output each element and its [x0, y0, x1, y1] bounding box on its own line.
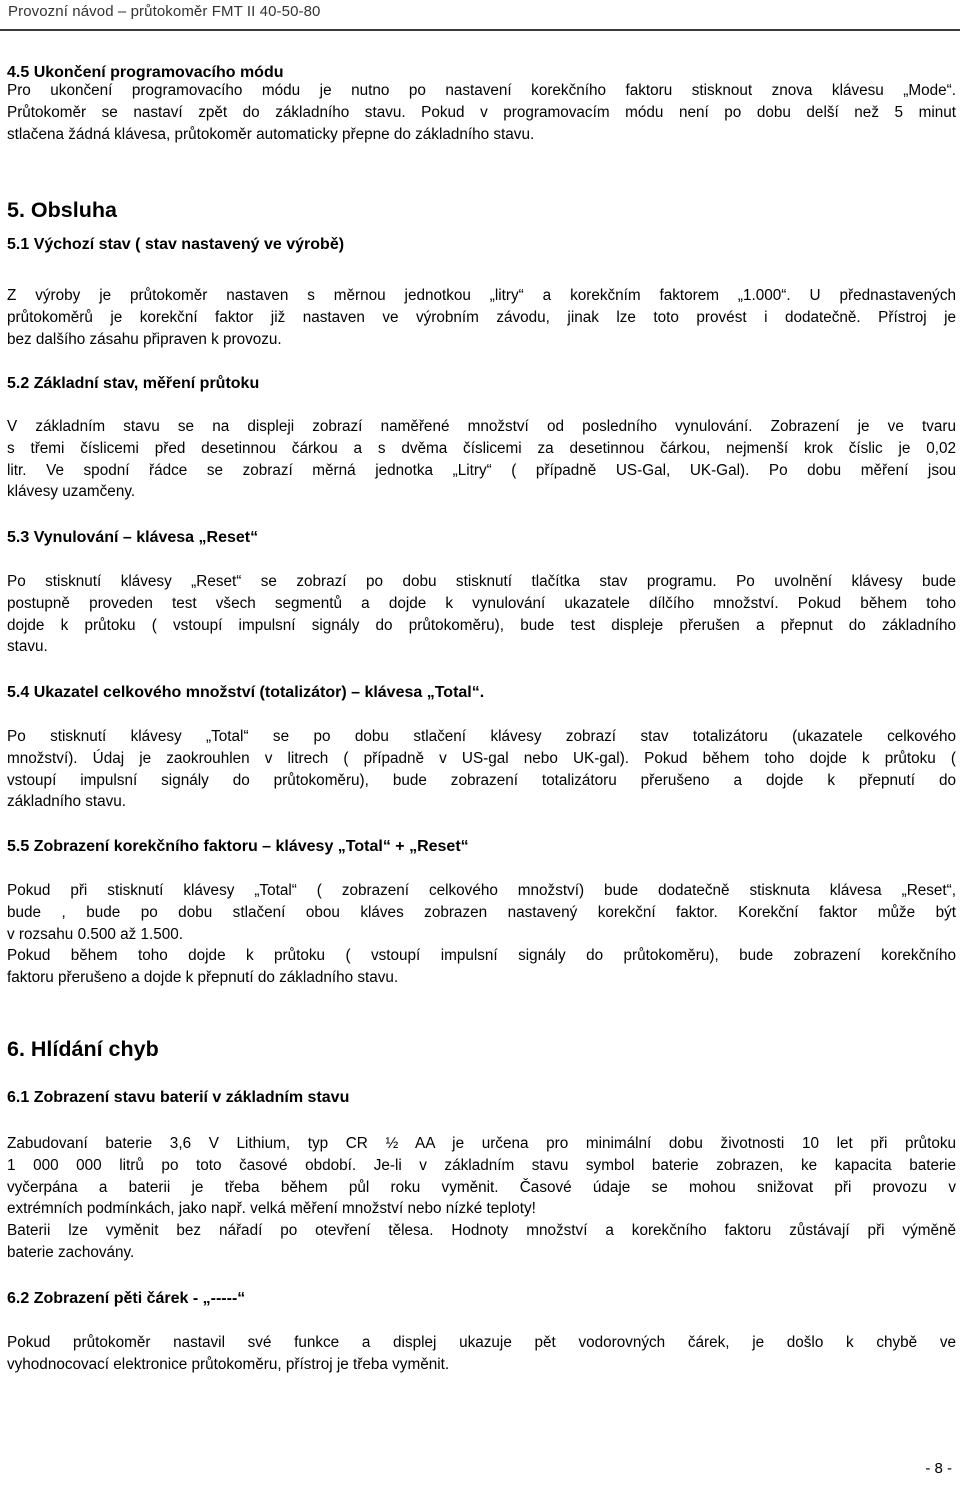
paragraph-5-5 [7, 880, 956, 989]
text-line: Po stisknutí klávesy „Total“ se po dobu stlačení klávesy zobrazí stav totalizátoru (ukazatele celkového [7, 728, 956, 745]
paragraph-5-1 [7, 285, 956, 350]
heading-5-3: 5.3 Vynulování – klávesa „Reset“ [7, 529, 259, 546]
paragraph-5-2 [7, 416, 956, 503]
text-line: Baterii lze vyměnit bez nářadí po otevření tělesa. Hodnoty množství a korekčního faktoru zůstávají při výměně [7, 1222, 956, 1240]
header-divider [0, 29, 960, 31]
heading-6-2: 6.2 Zobrazení pěti čárek - „-----“ [7, 1290, 246, 1307]
text-line: 1 000 000 litrů po toto časové období. Je-li v základním stavu symbol baterie zobrazen, ke kapacita baterie [7, 1156, 956, 1174]
heading-5-5: 5.5 Zobrazení korekčního faktoru – klávesy „Total“ + „Reset“ [7, 838, 469, 855]
text-line: baterie zachovány. [7, 1243, 135, 1261]
header-title: Provozní návod – průtokoměr FMT II 40-50-80 [8, 3, 321, 20]
text-line: průtokoměrů je korekční faktor již nastaven ve výrobním závodu, jinak lze toto provést i dodatečně. Přístroj je [7, 308, 956, 326]
text-line: stlačena žádná klávesa, průtokoměr automaticky přepne do základního stavu. [7, 125, 535, 143]
text-line: postupně proveden test všech segmentů a dojde k vynulování ukazatele dílčího množství. Pokud během toho [7, 594, 956, 612]
text-line: Pokud během toho dojde k průtoku ( vstoupí impulsní signály do průtokoměru), bude zobrazení korekčního [7, 947, 956, 965]
heading-5-2: 5.2 Základní stav, měření průtoku [7, 375, 260, 392]
text-line: množství). Údaj je zaokrouhlen v litrech ( případně v US-gal nebo UK-gal). Pokud během toho dojde k průtoku ( [7, 749, 956, 767]
text-line: Průtokoměr se nastaví zpět do základního stavu. Pokud v programovacím módu není po dobu delší než 5 minut [7, 103, 956, 121]
text-line: vyhodnocovací elektronice průtokoměru, přístroj je třeba vyměnit. [7, 1355, 450, 1373]
text-line: vstoupí impulsní signály do průtokoměru), bude zobrazení totalizátoru přerušeno a dojde k přepnutí do [7, 771, 956, 789]
text-line: Pro ukončení programovacího módu je nutno po nastavení korekčního faktoru stisknout znova klávesu „Mode“. [7, 82, 956, 99]
page-number: - 8 - [925, 1460, 952, 1477]
text-line: Pokud při stisknutí klávesy „Total“ ( zobrazení celkového množství) bude dodatečně stisknuta klávesa „Reset“, [7, 882, 956, 899]
paragraph-6-1 [7, 1133, 956, 1264]
text-line: základního stavu. [7, 793, 127, 811]
text-line: v rozsahu 0.500 až 1.500. [7, 925, 184, 943]
heading-5-4: 5.4 Ukazatel celkového množství (totalizátor) – klávesa „Total“. [7, 684, 485, 701]
paragraph-5-3 [7, 571, 956, 658]
paragraph-6-2 [7, 1332, 956, 1376]
text-line: bez dalšího zásahu připraven k provozu. [7, 330, 282, 348]
text-line: V základním stavu se na displeji zobrazí naměřené množství od posledního vynulování. Zobrazení je ve tvaru [7, 418, 956, 435]
text-line: Z výroby je průtokoměr nastaven s měrnou jednotkou „litry“ a korekčním faktorem „1.000“. U přednastavených [7, 287, 956, 304]
paragraph-5-4 [7, 726, 956, 813]
running-header [0, 0, 960, 24]
text-line: dojde k průtoku ( vstoupí impulsní signály do průtokoměru), bude test displeje přerušen a přepnut do základního [7, 616, 956, 634]
text-line: bude , bude po dobu stlačení obou kláves zobrazen nastavený korekční faktor. Korekční faktor může být [7, 903, 956, 921]
heading-6-1: 6.1 Zobrazení stavu baterií v základním stavu [7, 1089, 350, 1106]
text-line: vyčerpána a baterii je třeba během půl roku vyměnit. Časové údaje se mohou snižovat při provozu v [7, 1178, 956, 1196]
text-line: s třemi číslicemi před desetinnou čárkou a s dvěma číslicemi za desetinnou čárkou, nejmenší krok číslic je 0,02 [7, 439, 956, 457]
text-line: Po stisknutí klávesy „Reset“ se zobrazí po dobu stisknutí tlačítka stav programu. Po uvolnění klávesy bude [7, 573, 956, 590]
text-line: litr. Ve spodní řádce se zobrazí měrná jednotka „Litry“ ( případně US-Gal, UK-Gal). Po dobu měření jsou [7, 461, 956, 479]
text-line: stavu. [7, 638, 48, 656]
heading-4-5: 4.5 Ukončení programovacího módu [7, 64, 284, 81]
heading-6: 6. Hlídání chyb [7, 1037, 159, 1061]
heading-5-1: 5.1 Výchozí stav ( stav nastavený ve výrobě) [7, 236, 345, 253]
paragraph-4-5 [7, 80, 956, 145]
text-line: extrémních podmínkách, jako např. velká měření množství nebo nízké teploty! [7, 1200, 536, 1218]
text-line: klávesy uzamčeny. [7, 483, 136, 501]
text-line: Pokud průtokoměr nastavil své funkce a displej ukazuje pět vodorovných čárek, je došlo k chybě ve [7, 1334, 956, 1351]
heading-5: 5. Obsluha [7, 198, 117, 222]
text-line: faktoru přerušeno a dojde k přepnutí do základního stavu. [7, 969, 399, 987]
text-line: Zabudovaní baterie 3,6 V Lithium, typ CR ½ AA je určena pro minimální dobu životnosti 10 let při průtoku [7, 1135, 956, 1152]
